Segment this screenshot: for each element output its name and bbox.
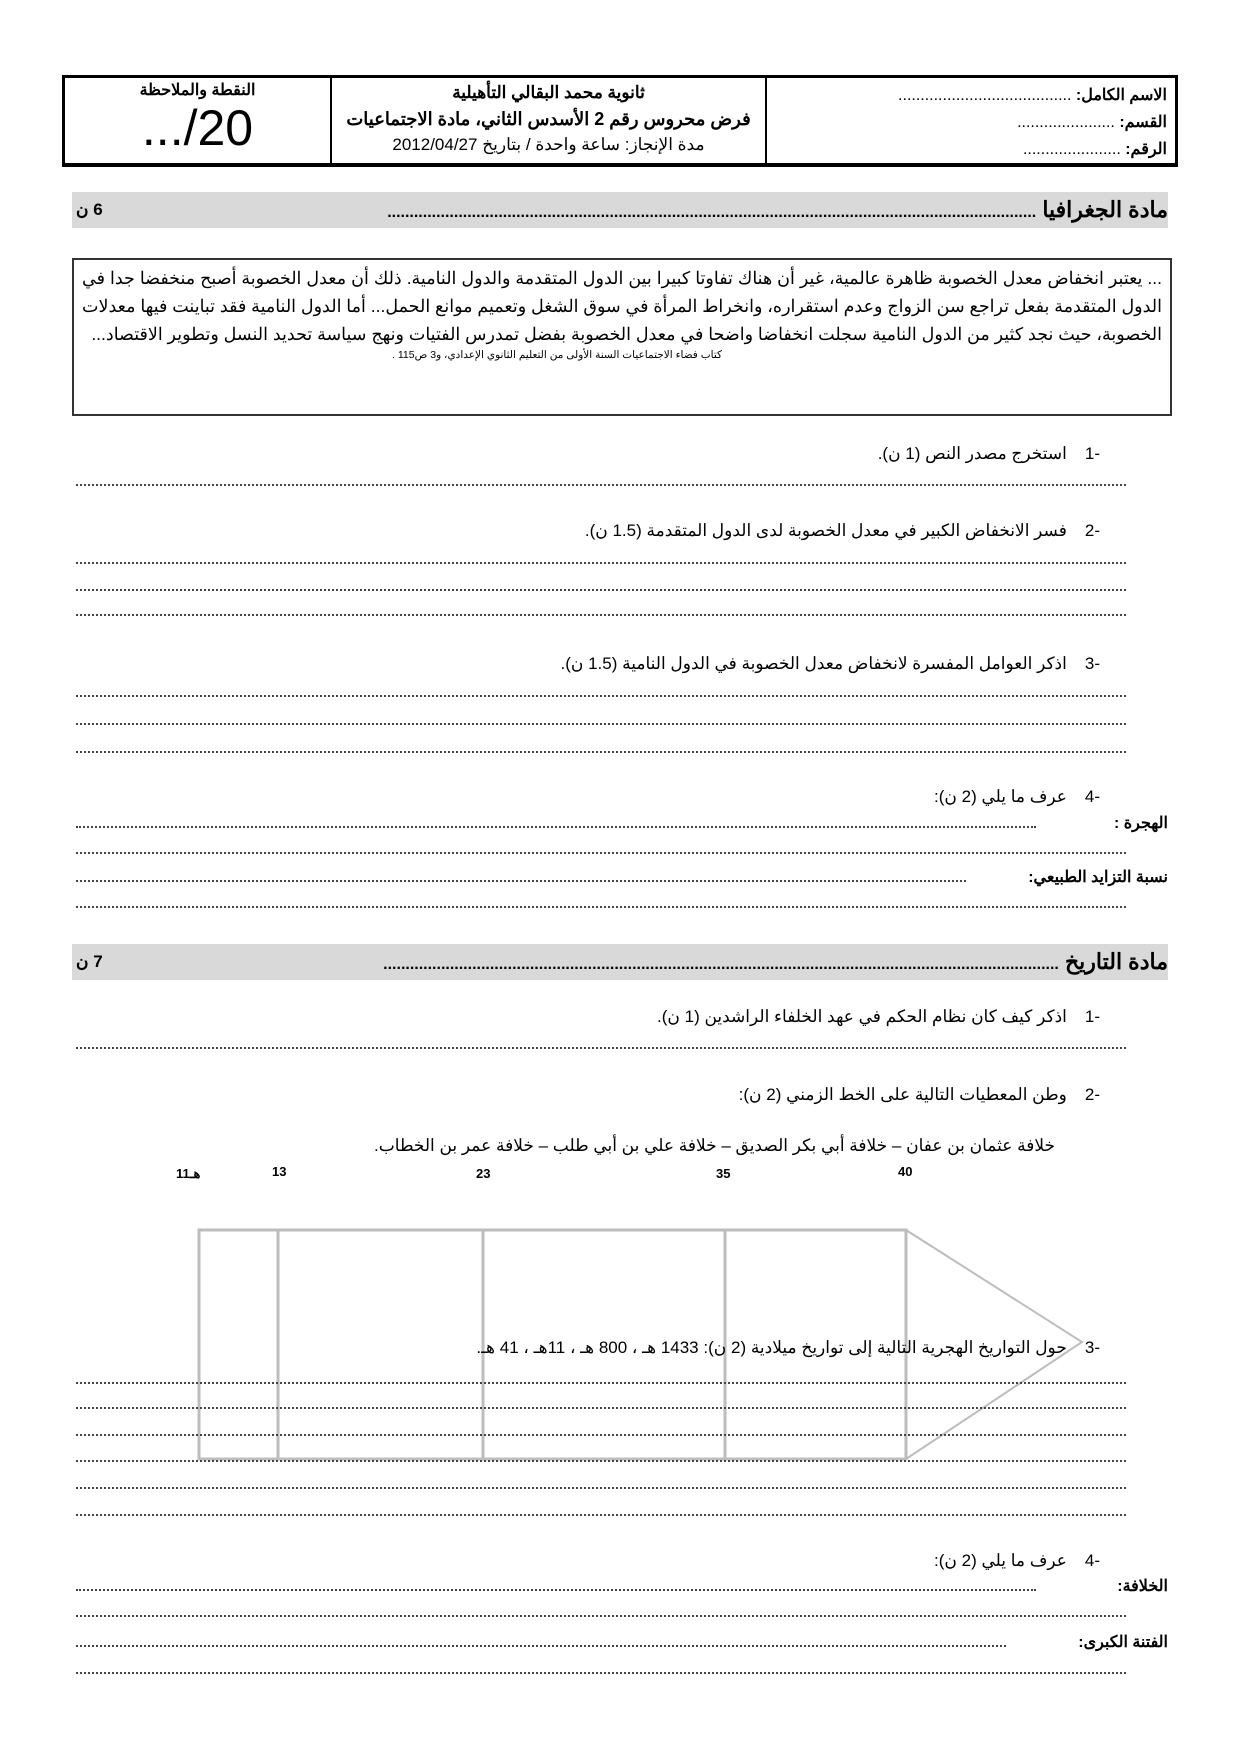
question-number: -4 bbox=[1084, 1551, 1100, 1570]
exam-title: فرض محروس رقم 2 الأسدس الثاني، مادة الاجتماعيات bbox=[346, 109, 751, 129]
history-points: 7 ن bbox=[76, 952, 103, 971]
name-label: الاسم الكامل: bbox=[1075, 87, 1167, 104]
history-title: مادة التاريخ bbox=[1064, 949, 1168, 974]
score-title: النقطة والملاحظة bbox=[139, 82, 256, 99]
answer-line[interactable] bbox=[76, 1460, 1126, 1462]
term-great-fitna: الفتنة الكبرى: bbox=[1078, 1634, 1168, 1651]
timeline-items: خلافة عثمان بن عفان – خلافة أبي بكر الصديق – خلافة علي بن أبي طلب – خلافة عمر بن الخطاب. bbox=[374, 1136, 1055, 1155]
heading-dots: ........................................................................................................................................................ bbox=[383, 956, 1059, 973]
answer-line[interactable] bbox=[76, 1645, 1006, 1647]
class-field[interactable]: ...................... bbox=[1017, 114, 1115, 131]
question-number: -2 bbox=[1084, 521, 1100, 540]
timeline-label: 23 bbox=[476, 1166, 491, 1181]
answer-line[interactable] bbox=[76, 1514, 1126, 1516]
question-number: -4 bbox=[1084, 787, 1100, 806]
source-text: ... يعتبر انخفاض معدل الخصوبة ظاهرة عالمية، غير أن هناك تفاوتا كبيرا بين الدول المتقدمة والدول النامية. ذلك أن معدل الخصوبة أصبح منخفضا جدا في الدول المتقدمة بفعل تراجع سن الزواج وعدم استقراره، وانخراط المرأة في سوق الشغل وتعميم موانع الحمل... أما الدول النامية فقد تباينت فيها معدلات الخصوبة، حيث نجد كثير من الدول النامية سجلت انخفاضا واضحا في معدل الخصوبة بفضل تمدرس الفتيات ونهج سياسة تحديد النسل وتطوير الاقتصاد... bbox=[82, 268, 1162, 344]
geography-title: مادة الجغرافيا bbox=[1042, 197, 1168, 222]
timeline-label: 11هـ bbox=[176, 1166, 201, 1181]
answer-line[interactable] bbox=[76, 1589, 1036, 1591]
question-text: حول التواريخ الهجرية التالية إلى تواريخ ميلادية (2 ن): 1433 هـ ، 800 هـ ، 11هـ ، 41 هـ. bbox=[476, 1338, 1067, 1357]
question-text: فسر الانخفاض الكبير في معدل الخصوبة لدى الدول المتقدمة (1.5 ن). bbox=[584, 521, 1067, 540]
term-migration: الهجرة : bbox=[1113, 815, 1168, 832]
class-label: القسم: bbox=[1119, 114, 1167, 131]
question-text: عرف ما يلي (2 ن): bbox=[934, 1551, 1067, 1570]
name-field[interactable]: ....................................... bbox=[898, 87, 1072, 104]
geography-points: 6 ن bbox=[76, 200, 103, 219]
question-number: -3 bbox=[1084, 654, 1100, 673]
question-number: -3 bbox=[1084, 1338, 1100, 1357]
score-value: .../20 bbox=[141, 100, 254, 156]
answer-line[interactable] bbox=[76, 1382, 1126, 1384]
exam-duration: مدة الإنجاز: ساعة واحدة / بتاريخ 2012/04/27 bbox=[392, 135, 705, 154]
timeline-label: 13 bbox=[272, 1164, 287, 1179]
term-caliphate: الخلافة: bbox=[1117, 1578, 1168, 1595]
school-name: ثانوية محمد البقالي التأهيلية bbox=[452, 83, 645, 102]
answer-line[interactable] bbox=[76, 1487, 1126, 1489]
term-natural-increase: نسبة التزايد الطبيعي: bbox=[1028, 869, 1168, 886]
question-number: -1 bbox=[1084, 1007, 1100, 1026]
timeline-label: 35 bbox=[716, 1166, 731, 1181]
question-number: -2 bbox=[1084, 1085, 1100, 1104]
answer-line[interactable] bbox=[76, 1434, 1126, 1436]
heading-dots: .................................................................................................................................................. bbox=[387, 204, 1037, 221]
hist-question-4 bbox=[934, 1551, 1100, 1571]
question-text: اذكر العوامل المفسرة لانخفاض معدل الخصوبة في الدول النامية (1.5 ن). bbox=[560, 654, 1067, 673]
answer-line[interactable] bbox=[76, 1407, 1126, 1409]
hist-question-3 bbox=[476, 1338, 1100, 1358]
question-text: وطن المعطيات التالية على الخط الزمني (2 ن): bbox=[738, 1085, 1067, 1104]
number-label: الرقم: bbox=[1125, 141, 1167, 158]
question-text: اذكر كيف كان نظام الحكم في عهد الخلفاء الراشدين (1 ن). bbox=[657, 1007, 1067, 1026]
timeline-label: 40 bbox=[898, 1164, 913, 1179]
answer-line[interactable] bbox=[76, 1615, 1126, 1617]
number-field[interactable]: ...................... bbox=[1022, 141, 1121, 158]
question-text: عرف ما يلي (2 ن): bbox=[934, 787, 1067, 806]
question-text: استخرج مصدر النص (1 ن). bbox=[877, 444, 1067, 463]
text-reference: كتاب فضاء الاجتماعيات السنة الأولى من التعليم الثانوي الإعدادي، و3 ص115 . bbox=[392, 349, 722, 361]
answer-line[interactable] bbox=[76, 1672, 1126, 1674]
question-number: -1 bbox=[1084, 444, 1100, 463]
